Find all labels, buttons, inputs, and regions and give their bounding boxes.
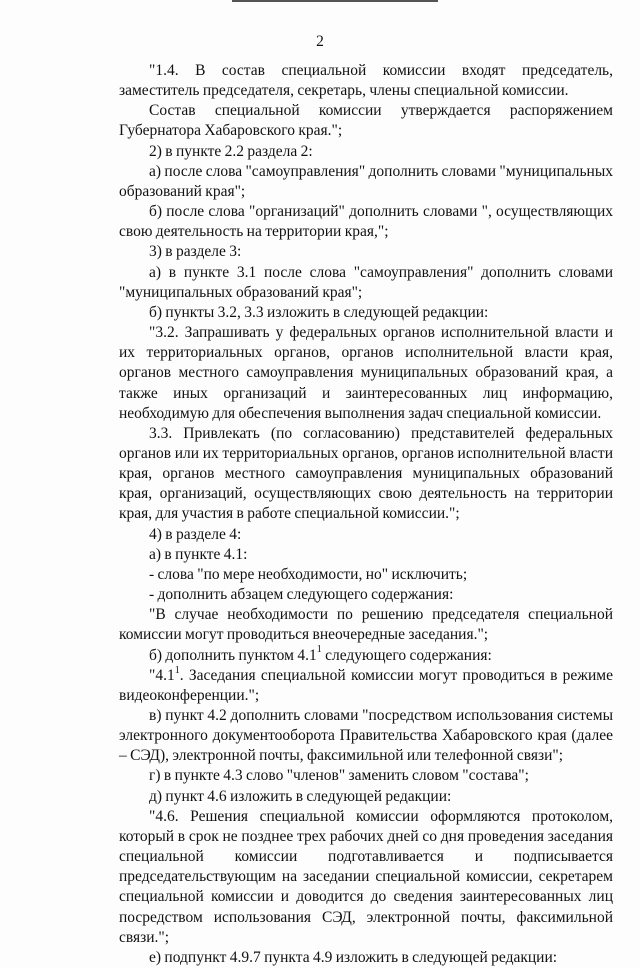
paragraph: б) после слова "организаций" дополнить словами ", осуществляющих свою деятельность на территории края,"; <box>119 203 613 241</box>
paragraph: а) в пункте 4.1: <box>149 545 248 563</box>
paragraph <box>119 666 613 706</box>
paragraph: 3) в разделе 3: <box>149 243 242 261</box>
paragraph: - слова "по мере необходимости, но" исключить; <box>149 565 468 583</box>
paragraph: а) после слова "самоуправления" дополнить словами "муниципальных образований края"; <box>119 162 614 200</box>
paragraph-text: . Заседания специальной комиссии могут проводиться в режиме видеоконференции."; <box>119 666 613 704</box>
page-number: 2 <box>316 33 324 50</box>
paragraph: г) в пункте 4.3 слово "членов" заменить словом "состава"; <box>149 767 529 785</box>
paragraph: "4.6. Решения специальной комиссии оформляются протоколом, который в срок не позднее трех рабочих дней со дня проведения заседания специальной комиссии подготавливается и подписывается председательствующим на заседании специальной комиссии, секретарем специальной комиссии и доводится до сведения заинтересованных лиц посредством использования СЭД, электронной почты, факсимильной связи."; <box>119 807 613 946</box>
paragraph: Состав специальной комиссии утверждается распоряжением Губернатора Хабаровского края."; <box>119 102 613 140</box>
paragraph: 2) в пункте 2.2 раздела 2: <box>149 142 313 160</box>
paragraph-text: б) дополнить пунктом 4.1 <box>149 646 317 664</box>
paragraph: а) в пункте 3.1 после слова "самоуправления" дополнить словами "муниципальных образований края"; <box>119 263 613 301</box>
paragraph: "3.2. Запрашивать у федеральных органов исполнительной власти и их территориальных органов, органов исполнительной власти края, органов местного самоуправления муниципальных образований края, а также иных организаций и заинтересованных лиц информацию, необходимую для обеспечения выполнения задач специальной комиссии. <box>119 324 613 422</box>
paragraph: "1.4. В состав специальной комиссии входят председатель, заместитель председателя, секретарь, члены специальной комиссии. <box>119 62 613 100</box>
paragraph: "В случае необходимости по решению председателя специальной комиссии могут проводиться внеочередные заседания."; <box>119 606 613 644</box>
paragraph-text: "4.1 <box>149 666 175 684</box>
paragraph: е) подпункт 4.9.7 пункта 4.9 изложить в следующей редакции: <box>149 948 558 966</box>
superscript: 1 <box>316 644 322 656</box>
paragraph: в) пункт 4.2 дополнить словами "посредством использования системы электронного документооборота Правительства Хабаровского края (далее – СЭД), электронной почты, факсимильной или телефонной связи"; <box>119 707 613 765</box>
paragraph: 3.3. Привлекать (по согласованию) представителей федеральных органов или их территориальных органов, органов исполнительной власти края, органов местного самоуправления муниципальных образований края, организаций, осуществляющих свою деятельность на территории края, для участия в работе специальной комиссии."; <box>119 424 613 523</box>
top-border-line <box>232 0 438 2</box>
paragraph-text: следующего содержания: <box>321 646 492 664</box>
paragraph: - дополнить абзацем следующего содержания: <box>149 586 454 604</box>
paragraph: б) пункты 3.2, 3.3 изложить в следующей редакции: <box>149 303 489 321</box>
paragraph <box>119 646 613 666</box>
document-body <box>119 61 613 968</box>
paragraph: 4) в разделе 4: <box>149 525 242 543</box>
paragraph: д) пункт 4.6 изложить в следующей редакции: <box>149 787 452 805</box>
superscript: 1 <box>174 664 180 676</box>
